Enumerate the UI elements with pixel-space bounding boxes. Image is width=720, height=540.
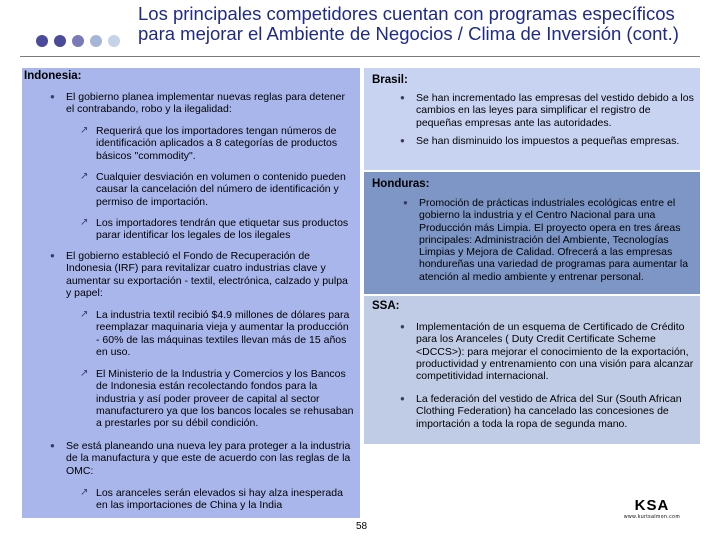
honduras-title: Honduras:: [372, 178, 430, 190]
indonesia-sub-2-2: ↗ El Ministerio de la Industria y Comercios y los Bancos de Indonesia están recolectando fondos para la industria y así poder proveer de capital al sector manufacturero ya que los bancos locales se rehusaban a prestarles por su débil condición.: [80, 368, 354, 430]
arrow-icon: ↗: [80, 171, 89, 182]
arrow-icon: ↗: [80, 125, 89, 136]
page-number: 58: [356, 521, 368, 532]
decorative-dots: [36, 35, 120, 47]
bullet-dot-icon: ●: [400, 136, 405, 145]
dot-3: [72, 35, 84, 47]
brasil-bullet-2: ● Se han disminuido los impuestos a pequeñas empresas.: [400, 135, 680, 147]
brasil-bullet-1: ● Se han incrementado las empresas del vestido debido a los cambios en las leyes para simplificar el registro de pequeñas empresas ante las autoridades.: [400, 92, 694, 129]
ksa-logo: [622, 497, 682, 520]
title-line-1: Los principales competidores cuentan con programas específicos: [138, 3, 675, 24]
arrow-icon: ↗: [80, 368, 89, 379]
dot-4: [90, 35, 102, 47]
indonesia-bullet-2: ● El gobierno estableció el Fondo de Recuperación de Indonesia (IRF) para revitalizar cuatro industrias clave y aumentar su exportación - textil, electrónica, calzado y pulpa y papel:: [50, 250, 348, 299]
page-title: [138, 4, 718, 44]
bullet-dot-icon: ●: [403, 198, 408, 207]
arrow-icon: ↗: [80, 487, 89, 498]
brasil-title: Brasil:: [372, 74, 408, 86]
title-line-2: para mejorar el Ambiente de Negocios / Clima de Inversión (cont.): [138, 23, 679, 44]
title-divider: [20, 56, 700, 57]
bullet-dot-icon: ●: [400, 93, 405, 102]
logo-subtext: www.kurtsalmon.com: [623, 514, 681, 520]
indonesia-sub-1-3: ↗ Los importadores tendrán que etiquetar sus productos parar identificar los legales de los ilegales: [80, 217, 349, 242]
logo-text: KSA: [634, 497, 670, 514]
indonesia-sub-2-1: ↗ La industria textil recibió $4.9 millones de dólares para reemplazar maquinaria vieja y aumentar la producción - 60% de las máquinas textiles llevan más de 15 años en uso.: [80, 309, 350, 358]
bullet-dot-icon: ●: [400, 394, 405, 403]
dot-5: [108, 35, 120, 47]
ssa-bullet-1: ● Implementación de un esquema de Certificado de Crédito para los Aranceles ( Duty Credit Certificate Scheme <DCCS>): para mejorar el conocimiento de la exportación, productividad y entrenamiento con una visión para alcanzar competitividad internacional.: [400, 321, 694, 383]
indonesia-bullet-3: ● Se está planeando una nueva ley para proteger a la industria de la manufactura y que este de acuerdo con las reglas de la OMC:: [50, 440, 351, 477]
honduras-bullet-1: ● Promoción de prácticas industriales ecológicas entre el gobierno la industria y el Centro Nacional para una Producción más Limpia. El proyecto opera en tres áreas principales: Administración del Ambiente, Tecnologías Limpias y Mejora de Calidad. Ofrecerá a las empresas hondureñas una variedad de programas para aumentar la atención al medio ambiente y entrenar personal.: [403, 197, 689, 283]
ssa-bullet-2: ● La federación del vestido de Africa del Sur (South African Clothing Federation) ha cancelado las concesiones de importación a toda la ropa de segunda mano.: [400, 393, 682, 430]
indonesia-title: Indonesia:: [24, 70, 82, 82]
bullet-dot-icon: ●: [50, 251, 55, 260]
indonesia-sub-3-1: ↗ Los aranceles serán elevados si hay alza inesperada en las importaciones de China y la India: [80, 487, 343, 512]
indonesia-bullet-1: ● El gobierno planea implementar nuevas reglas para detener el contrabando, robo y la ilegalidad:: [50, 91, 346, 116]
bullet-dot-icon: ●: [50, 441, 55, 450]
indonesia-sub-1-1: ↗ Requerirá que los importadores tengan números de identificación aplicados a 8 categorías de productos básicos "commodity".: [80, 125, 338, 162]
arrow-icon: ↗: [80, 217, 89, 228]
bullet-dot-icon: ●: [400, 322, 405, 331]
dot-1: [36, 35, 48, 47]
indonesia-sub-1-2: ↗ Cualquier desviación en volumen o contenido pueden causar la cancelación del número de identificación y permiso de importación.: [80, 171, 346, 208]
dot-2: [54, 35, 66, 47]
bullet-dot-icon: ●: [50, 92, 55, 101]
ssa-title: SSA:: [372, 300, 400, 312]
arrow-icon: ↗: [80, 309, 89, 320]
